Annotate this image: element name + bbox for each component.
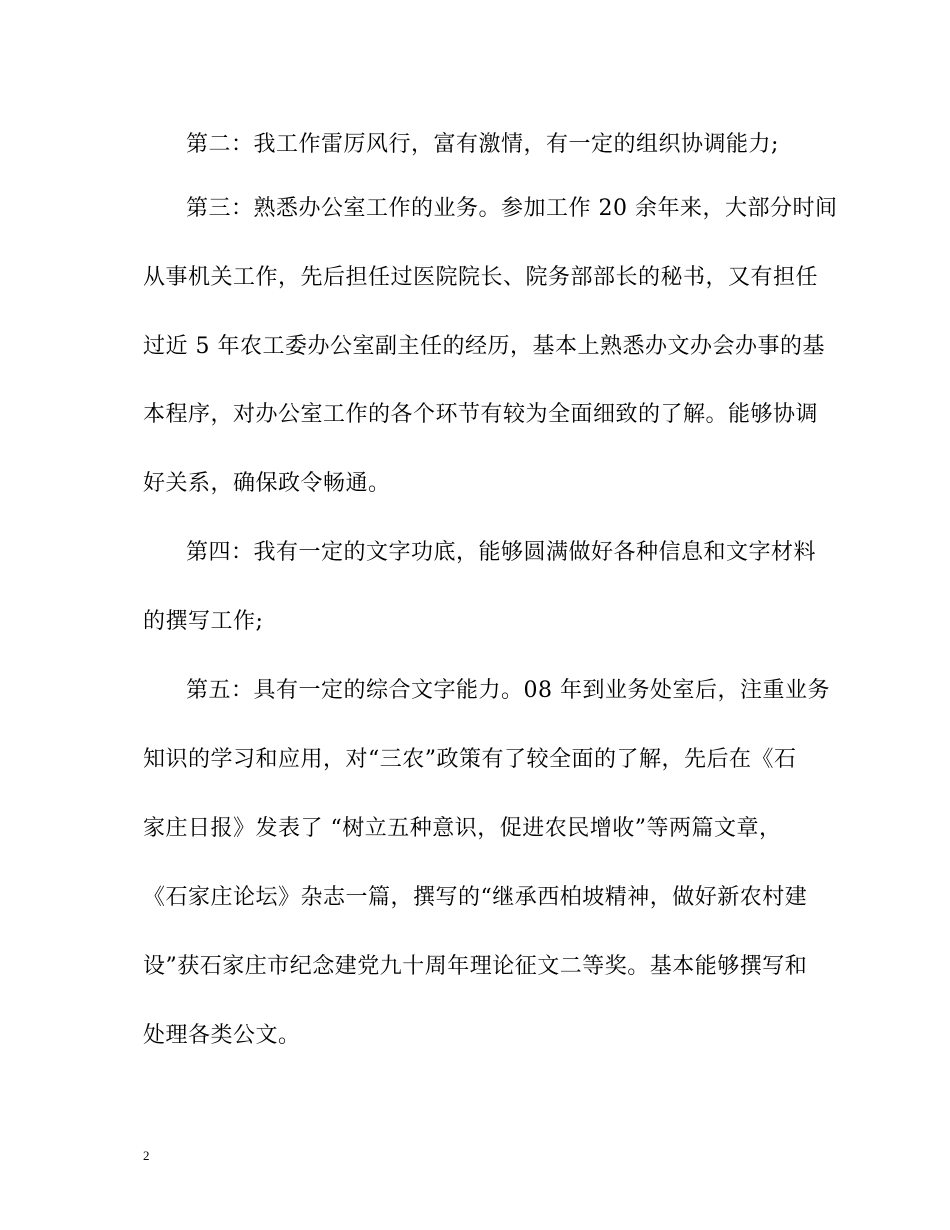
paragraph-line: 本程序，对办公室工作的各个环节有较为全面细致的了解。能够协调 [143, 402, 819, 427]
paragraph-line: 第二：我工作雷厉风行，富有激情，有一定的组织协调能力; [186, 132, 779, 157]
paragraph-line: 从事机关工作，先后担任过医院院长、院务部部长的秘书，又有担任 [143, 265, 819, 290]
page-number: 2 [143, 1148, 150, 1163]
paragraph-line: 好关系，确保政令畅通。 [143, 471, 391, 496]
paragraph-line: 第五：具有一定的综合文字能力。08 年到业务处室后，注重业务 [186, 678, 830, 703]
paragraph-line: 第四：我有一定的文字功底，能够圆满做好各种信息和文字材料 [186, 540, 817, 565]
paragraph-line: 第三：熟悉办公室工作的业务。参加工作 20 余年来，大部分时间 [186, 196, 838, 221]
paragraph-line: 知识的学习和应用，对“三农”政策有了较全面的了解，先后在《石 [143, 747, 797, 772]
paragraph-line: 家庄日报》发表了 “树立五种意识，促进农民增收”等两篇文章， [143, 816, 782, 841]
paragraph-line: 《石家庄论坛》杂志一篇，撰写的“继承西柏坡精神，做好新农村建 [143, 885, 808, 910]
paragraph-line: 设”获石家庄市纪念建党九十周年理论征文二等奖。基本能够撰写和 [143, 954, 808, 979]
paragraph-line: 的撰写工作; [143, 609, 264, 634]
paragraph-line: 过近 5 年农工委办公室副主任的经历，基本上熟悉办文办会办事的基 [143, 334, 825, 359]
paragraph-line: 处理各类公文。 [143, 1023, 301, 1048]
